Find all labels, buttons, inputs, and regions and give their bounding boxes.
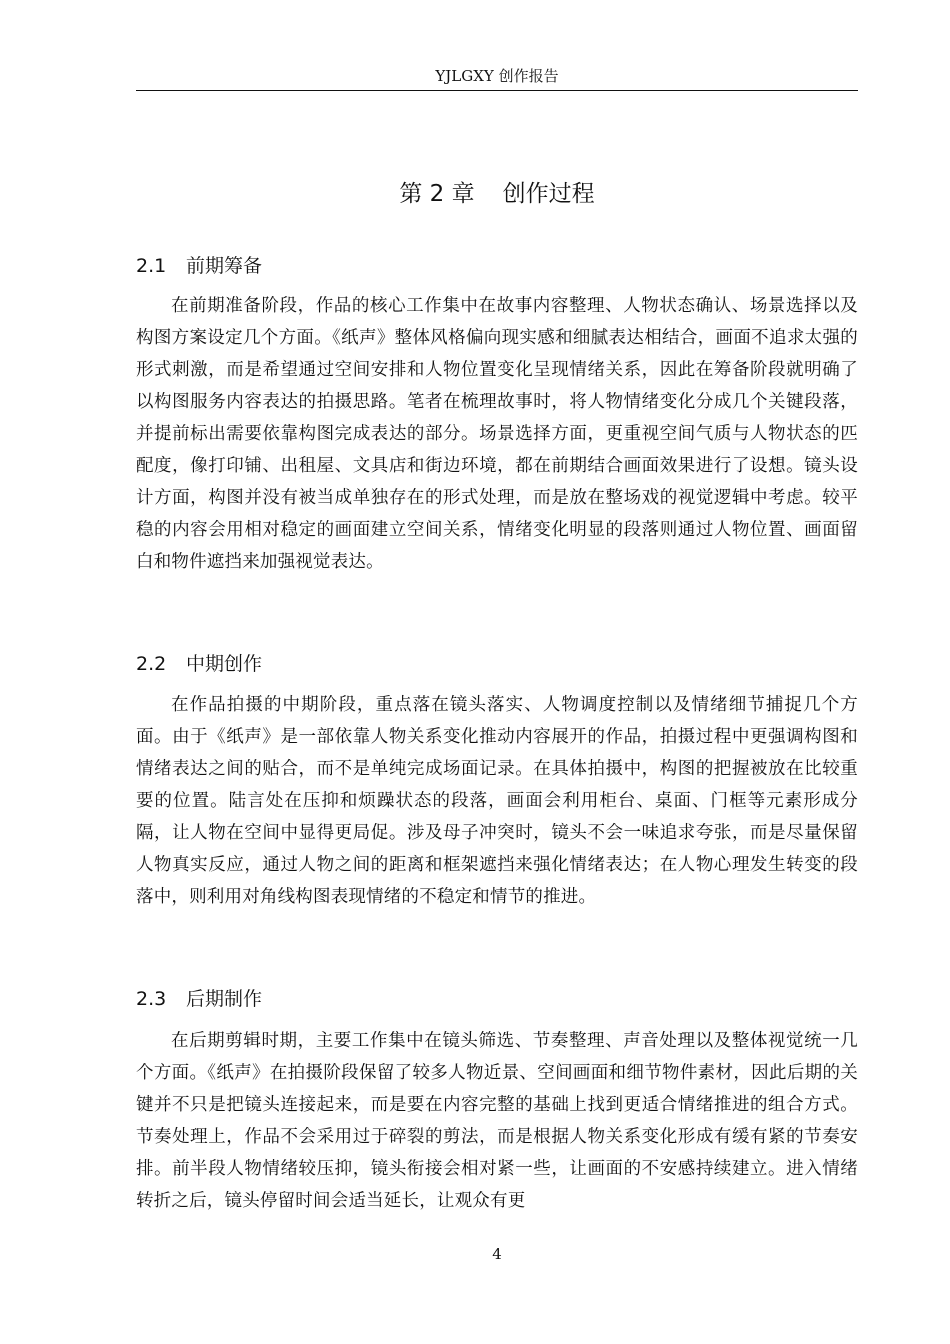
section-title: 后期制作: [186, 988, 263, 1010]
page-number: 4: [492, 1245, 502, 1263]
section-paragraph-2-2: 在作品拍摄的中期阶段，重点落在镜头落实、人物调度控制以及情绪细节捕捉几个方面。由于《纸声》是一部依靠人物关系变化推动内容展开的作品，拍摄过程中更强调构图和情绪表达之间的贴合，而不是单纯完成场面记录。在具体拍摄中，构图的把握被放在比较重要的位置。陆言处在压抑和烦躁状态的段落，画面会利用柜台、桌面、门框等元素形成分隔，让人物在空间中显得更局促。涉及母子冲突时，镜头不会一味追求夸张，而是尽量保留人物真实反应，通过人物之间的距离和框架遮挡来强化情绪表达；在人物心理发生转变的段落中，则利用对角线构图表现情绪的不稳定和情节的推进。: [136, 695, 858, 907]
section-title: 中期创作: [186, 653, 263, 675]
header-rule: [136, 90, 858, 91]
running-header: YJLGXY 创作报告: [435, 67, 559, 85]
section-heading-2-3: [136, 984, 858, 1014]
chapter-number: 第 2 章: [399, 181, 475, 207]
section-heading-2-2: [136, 649, 858, 679]
section-paragraph-2-1: 在前期准备阶段，作品的核心工作集中在故事内容整理、人物状态确认、场景选择以及构图方案设定几个方面。《纸声》整体风格偏向现实感和细腻表达相结合，画面不追求太强的形式刺激，而是希望通过空间安排和人物位置变化呈现情绪关系，因此在筹备阶段就明确了以构图服务内容表达的拍摄思路。笔者在梳理故事时，将人物情绪变化分成几个关键段落，并提前标出需要依靠构图完成表达的部分。场景选择方面，更重视空间气质与人物状态的匹配度，像打印铺、出租屋、文具店和街边环境，都在前期结合画面效果进行了设想。镜头设计方面，构图并没有被当成单独存在的形式处理，而是放在整场戏的视觉逻辑中考虑。较平稳的内容会用相对稳定的画面建立空间关系，情绪变化明显的段落则通过人物位置、画面留白和物件遮挡来加强视觉表达。: [136, 296, 858, 572]
chapter-name: 创作过程: [502, 181, 595, 207]
section-number: 2.2: [136, 653, 167, 675]
section-number: 2.1: [136, 255, 167, 277]
section-heading-2-1: [136, 251, 858, 281]
chapter-title: [136, 176, 858, 212]
section-title: 前期筹备: [186, 255, 263, 277]
section-paragraph-2-3: 在后期剪辑时期，主要工作集中在镜头筛选、节奏整理、声音处理以及整体视觉统一几个方面。《纸声》在拍摄阶段保留了较多人物近景、空间画面和细节物件素材，因此后期的关键并不只是把镜头连接起来，而是要在内容完整的基础上找到更适合情绪推进的组合方式。节奏处理上，作品不会采用过于碎裂的剪法，而是根据人物关系变化形成有缓有紧的节奏安排。前半段人物情绪较压抑，镜头衔接会相对紧一些，让画面的不安感持续建立。进入情绪转折之后，镜头停留时间会适当延长，让观众有更: [136, 1031, 858, 1211]
section-number: 2.3: [136, 988, 167, 1010]
